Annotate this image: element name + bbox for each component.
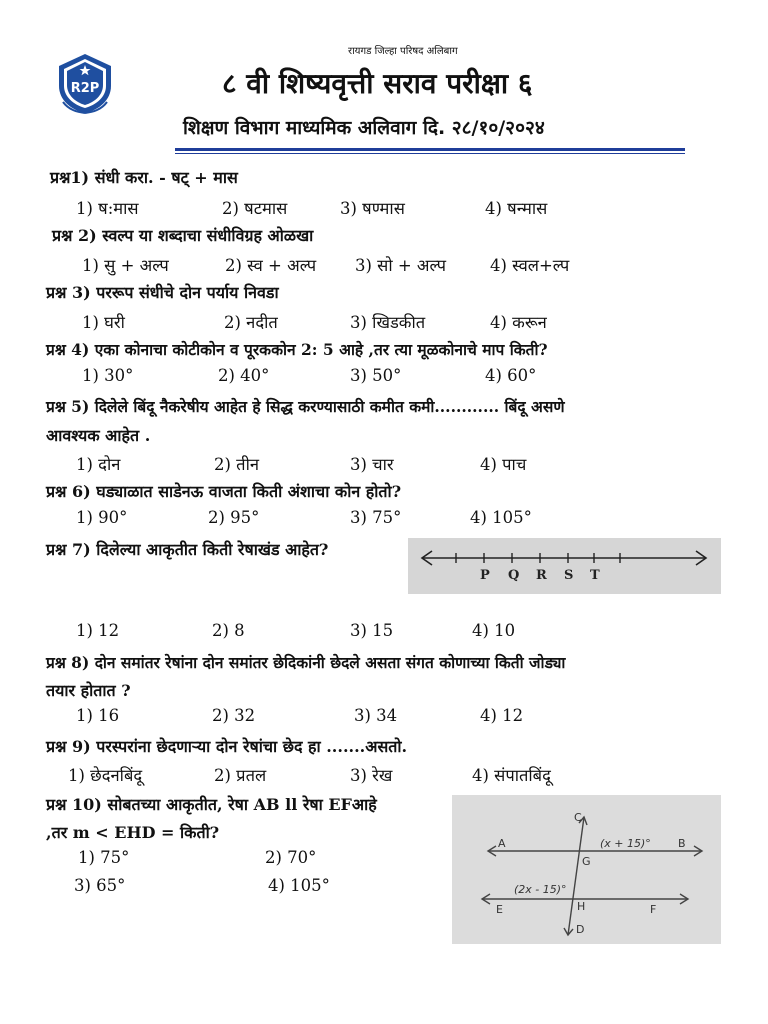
- point-label-s: S: [564, 568, 574, 583]
- question-8: प्रश्न 8) दोन समांतर रेषांना दोन समांतर छेदिकांनी छेदले असता संगत कोणाच्या किती जोड्या: [46, 653, 566, 672]
- parallel-lines-figure: [452, 795, 721, 944]
- question-7: प्रश्न 7) दिलेल्या आकृतीत किती रेषाखंड आहेत?: [46, 540, 329, 559]
- q5-option-1: 1) दोन: [76, 455, 121, 474]
- label-g: G: [582, 855, 591, 868]
- q10-option-4: 4) 105°: [268, 876, 330, 895]
- q1-option-3: 3) षण्मास: [340, 199, 405, 218]
- point-label-p: P: [480, 568, 490, 583]
- question-6: प्रश्न 6) घड्याळात साडेनऊ वाजता किती अंशाचा कोन होतो?: [46, 482, 402, 501]
- q1-option-1: 1) ष:मास: [76, 199, 139, 218]
- question-3: प्रश्न 3) पररूप संधीचे दोन पर्याय निवडा: [46, 283, 279, 302]
- label-b: B: [678, 837, 686, 850]
- q10-option-1: 1) 75°: [78, 848, 130, 867]
- q6-option-1: 1) 90°: [76, 508, 128, 527]
- header-top-line: रायगड जिल्हा परिषद अलिबाग: [348, 46, 458, 57]
- label-a: A: [498, 837, 506, 850]
- q3-option-3: 3) खिडकीत: [350, 313, 426, 332]
- q4-option-2: 2) 40°: [218, 366, 270, 385]
- q6-option-2: 2) 95°: [208, 508, 260, 527]
- question-5-line-2: आवश्यक आहेत .: [46, 426, 151, 445]
- q9-option-3: 3) रेख: [350, 766, 393, 785]
- q2-option-1: 1) सु + अल्प: [82, 256, 169, 275]
- q4-option-4: 4) 60°: [485, 366, 537, 385]
- logo: [55, 52, 115, 112]
- q8-option-2: 2) 32: [212, 706, 256, 725]
- q7-option-4: 4) 10: [472, 621, 516, 640]
- question-9: प्रश्न 9) परस्परांना छेदणाऱ्या दोन रेषांचा छेद हा .......असतो.: [46, 737, 408, 756]
- logo-text: R2P: [70, 81, 100, 96]
- q10-option-3: 3) 65°: [74, 876, 126, 895]
- question-2: प्रश्न 2) स्वल्प या शब्दाचा संधीविग्रह ओळखा: [52, 226, 314, 245]
- angle-bottom-label: (2x - 15)°: [514, 883, 567, 896]
- q4-option-1: 1) 30°: [82, 366, 134, 385]
- q8-option-1: 1) 16: [76, 706, 120, 725]
- point-label-r: R: [536, 568, 547, 583]
- question-8-line-2: तयार होतात ?: [46, 681, 131, 700]
- q7-option-2: 2) 8: [212, 621, 245, 640]
- question-10: प्रश्न 10) सोबतच्या आकृतीत, रेषा AB ll रेषा EFआहे: [46, 795, 377, 814]
- question-1: प्रश्न1) संधी करा. - षट् + मास: [50, 168, 238, 187]
- q5-option-4: 4) पाच: [480, 455, 527, 474]
- q5-option-2: 2) तीन: [214, 455, 260, 474]
- q7-option-1: 1) 12: [76, 621, 120, 640]
- q7-option-3: 3) 15: [350, 621, 394, 640]
- q1-option-2: 2) षटमास: [222, 199, 288, 218]
- q9-option-2: 2) प्रतल: [214, 766, 267, 785]
- point-label-q: Q: [508, 568, 520, 583]
- label-f: F: [650, 903, 657, 916]
- q1-option-4: 4) षन्मास: [485, 199, 548, 218]
- q2-option-3: 3) सो + अल्प: [355, 256, 446, 275]
- q6-option-3: 3) 75°: [350, 508, 402, 527]
- label-c: C: [574, 811, 582, 824]
- q3-option-1: 1) घरी: [82, 313, 125, 332]
- label-d: D: [576, 923, 585, 936]
- q4-option-3: 3) 50°: [350, 366, 402, 385]
- label-e: E: [496, 903, 503, 916]
- q6-option-4: 4) 105°: [470, 508, 532, 527]
- q2-option-2: 2) स्व + अल्प: [225, 256, 317, 275]
- page-subtitle: शिक्षण विभाग माध्यमिक अलिवाग दि. २८/१०/२०२४: [183, 117, 545, 139]
- point-label-t: T: [590, 568, 600, 583]
- q3-option-4: 4) करून: [490, 313, 547, 332]
- question-4: प्रश्न 4) एका कोनाचा कोटीकोन व पूरककोन 2: 5 आहे ,तर त्या मूळकोनाचे माप किती?: [46, 340, 548, 359]
- page-title: ८ वी शिष्यवृत्ती सराव परीक्षा ६: [222, 67, 533, 100]
- q5-option-3: 3) चार: [350, 455, 394, 474]
- q9-option-4: 4) संपातबिंदू: [472, 766, 551, 785]
- number-line-figure: [408, 538, 721, 594]
- label-h: H: [577, 900, 586, 913]
- q8-option-4: 4) 12: [480, 706, 524, 725]
- header-rule-thin: [175, 153, 685, 154]
- header-rule: [175, 148, 685, 151]
- q9-option-1: 1) छेदनबिंदू: [68, 766, 143, 785]
- angle-top-label: (x + 15)°: [600, 837, 651, 850]
- question-5: प्रश्न 5) दिलेले बिंदू नैकरेषीय आहेत हे सिद्ध करण्यासाठी कमीत कमी............ बिंदू असणे: [46, 397, 565, 416]
- q8-option-3: 3) 34: [354, 706, 398, 725]
- q2-option-4: 4) स्वल+ल्प: [490, 256, 570, 275]
- q10-option-2: 2) 70°: [265, 848, 317, 867]
- question-10-line-2: ,तर m < EHD = किती?: [46, 823, 220, 842]
- q3-option-2: 2) नदीत: [224, 313, 278, 332]
